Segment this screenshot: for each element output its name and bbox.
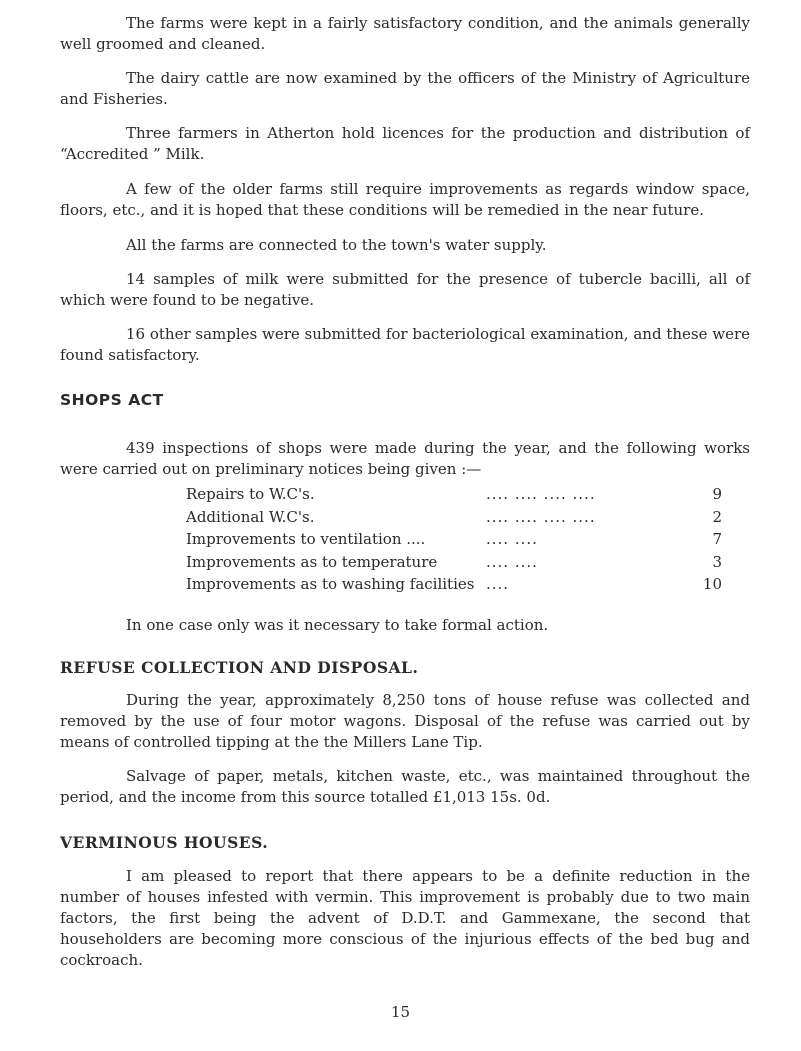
farms-paragraph-bacteriological-samples: 16 other samples were submitted for bacteriological examination, and these were found satisfactory.: [60, 325, 750, 364]
works-item-label: Improvements as to washing facilities: [186, 575, 475, 593]
refuse-paragraph-collection: During the year, approximately 8,250 tons of house refuse was collected and removed by the use of four motor wagons. Disposal of the refuse was carried out by means of controlled tipping at the the Millers Lane Tip.: [60, 691, 750, 751]
works-item-leader-dots: .... ....: [486, 552, 538, 571]
farms-paragraph-water-supply: All the farms are connected to the town's water supply.: [126, 236, 547, 254]
works-item-label: Improvements as to temperature: [186, 552, 438, 571]
page-number: 15: [390, 1003, 411, 1021]
works-item-count: 10: [702, 575, 722, 593]
works-item-label: Improvements to ventilation ....: [186, 530, 426, 548]
farms-paragraph-dairy-cattle: The dairy cattle are now examined by the officers of the Ministry of Agriculture and Fisheries.: [60, 69, 750, 108]
works-item-additional-wc: [186, 506, 722, 529]
shops-intro-paragraph: 439 inspections of shops were made during the year, and the following works were carried out on preliminary notices being given :—: [60, 439, 750, 478]
farms-paragraph-condition: The farms were kept in a fairly satisfactory condition, and the animals generally well groomed and cleaned.: [60, 14, 750, 53]
works-item-count: 3: [712, 552, 722, 571]
farms-paragraph-tubercle-samples: 14 samples of milk were submitted for the presence of tubercle bacilli, all of which were found to be negative.: [60, 270, 750, 309]
works-item-label: Additional W.C's.: [186, 507, 315, 526]
works-item-leader-dots: .... .... .... ....: [486, 507, 596, 526]
works-item-count: 7: [712, 530, 722, 548]
works-item-ventilation: [186, 528, 722, 551]
farms-paragraph-improvements: A few of the older farms still require improvements as regards window space, floors, etc., and it is hoped that these conditions will be remedied in the near future.: [60, 180, 750, 219]
works-item-count: 2: [712, 507, 722, 526]
verminous-heading: VERMINOUS HOUSES.: [60, 833, 269, 852]
shops-act-heading: SHOPS ACT: [60, 391, 164, 409]
works-item-count: 9: [712, 485, 722, 503]
works-item-leader-dots: ....: [486, 575, 510, 593]
shops-closing-paragraph: In one case only was it necessary to take formal action.: [126, 616, 549, 634]
works-item-temperature: [186, 551, 722, 574]
works-item-washing-facilities: [186, 573, 722, 596]
refuse-paragraph-salvage: Salvage of paper, metals, kitchen waste, etc., was maintained throughout the period, and the income from this source totalled £1,013 15s. 0d.: [60, 767, 750, 806]
verminous-paragraph: I am pleased to report that there appears to be a definite reduction in the number of houses infested with vermin. This improvement is probably due to two main factors, the first being the advent of D.D.T. and Gammexane, the second that householders are becoming more conscious of the injurious effects of the bed bug and cockroach.: [60, 867, 750, 969]
shops-works-list: [186, 483, 722, 596]
works-item-leader-dots: .... .... .... ....: [486, 485, 596, 503]
refuse-heading: REFUSE COLLECTION AND DISPOSAL.: [60, 658, 419, 677]
works-item-leader-dots: .... ....: [486, 530, 538, 548]
works-item-label: Repairs to W.C's.: [186, 485, 315, 503]
farms-paragraph-accredited-milk: Three farmers in Atherton hold licences for the production and distribution of “Accredited ” Milk.: [60, 124, 750, 163]
works-item-repairs-wc: [186, 483, 722, 506]
